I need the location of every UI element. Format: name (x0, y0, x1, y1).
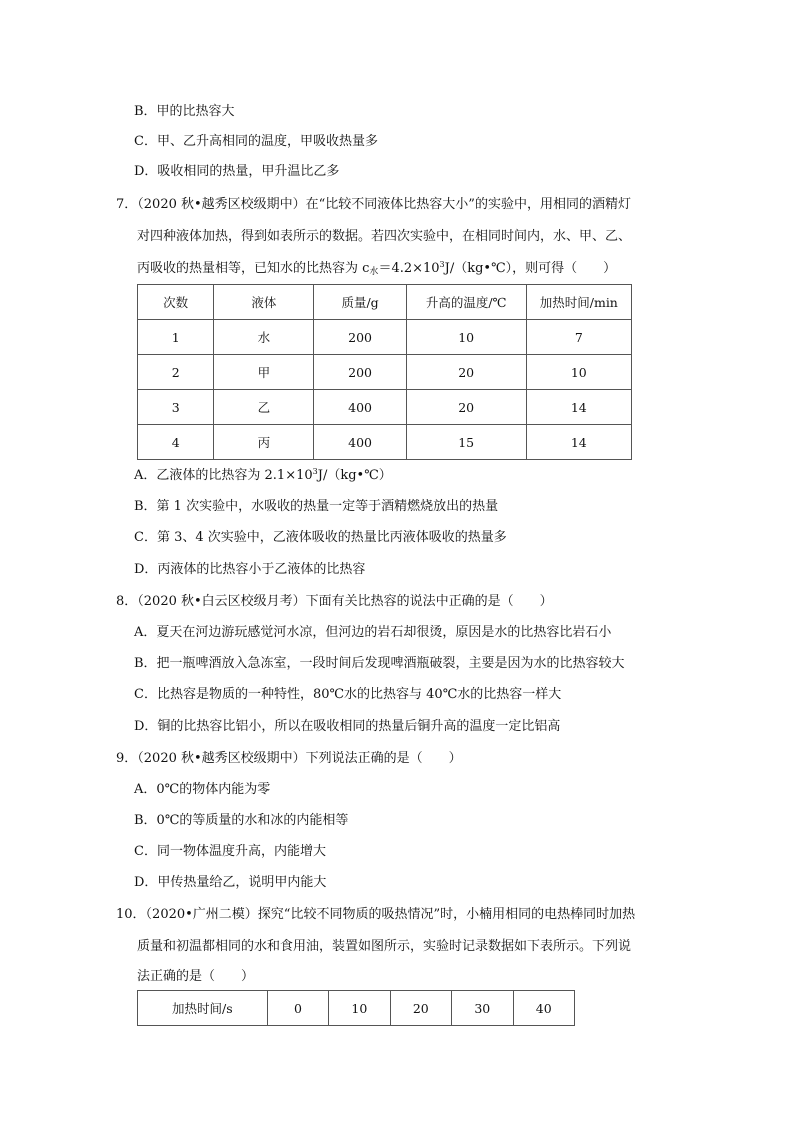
q6-option-b: B．甲的比热容大 (134, 104, 235, 119)
table-header-cell: 升高的温度/℃ (406, 285, 526, 320)
table-cell: 3 (138, 390, 214, 425)
q9-option-d: D．甲传热量给乙，说明甲内能大 (134, 875, 327, 890)
q7-stem-line3: 丙吸收的热量相等，已知水的比热容为 $c_水=4.2\times 10^3J/(kg•℃)$，则可得（ ） (137, 260, 617, 277)
q9-stem: 9．（2020 秋•越秀区校级期中）下列说法正确的是（ ） (116, 751, 462, 766)
table-row (138, 320, 632, 355)
table-cell: 丙 (214, 425, 314, 460)
q8-option-d: D．铜的比热容比铝小，所以在吸收相同的热量后铜升高的温度一定比铝高 (134, 719, 561, 734)
q10-stem-line2: 质量和初温都相同的水和食用油，装置如图所示，实验时记录数据如下表所示。下列说 (137, 939, 632, 954)
table-cell: 0 (267, 991, 328, 1026)
q10-stem-line3: 法正确的是（ ） (137, 969, 255, 984)
q7-stem-line1: 7．（2020 秋•越秀区校级期中）在“比较不同液体比热容大小”的实验中，用相同的酒精灯 (116, 197, 631, 212)
q7-option-d: D．丙液体的比热容小于乙液体的比热容 (134, 562, 366, 577)
table-row (138, 425, 632, 460)
table-cell: 14 (526, 390, 631, 425)
table-cell: 水 (214, 320, 314, 355)
table-cell: 10 (406, 320, 526, 355)
table-cell: 40 (513, 991, 574, 1026)
q8-option-a: A．夏天在河边游玩感觉河水凉，但河边的岩石却很烫，原因是水的比热容比岩石小 (134, 625, 612, 640)
table-cell: 20 (406, 355, 526, 390)
table-cell: 1 (138, 320, 214, 355)
q6-option-d: D．吸收相同的热量，甲升温比乙多 (134, 164, 340, 179)
q7-option-c: C．第 3、4 次实验中，乙液体吸收的热量比丙液体吸收的热量多 (134, 530, 507, 545)
table-cell: 200 (314, 320, 406, 355)
table-cell: 14 (526, 425, 631, 460)
table-cell: 7 (526, 320, 631, 355)
q7-option-b: B．第 1 次实验中，水吸收的热量一定等于酒精燃烧放出的热量 (134, 499, 499, 514)
table-cell: 20 (390, 991, 451, 1026)
q9-option-c: C．同一物体温度升高，内能增大 (134, 844, 326, 859)
table-header-cell: 次数 (138, 285, 214, 320)
q9-option-b: B．0℃的等质量的水和冰的内能相等 (134, 813, 349, 828)
q7-option-a: A．乙液体的比热容为 $2.1\times 10^3J/(kg•℃)$ (134, 467, 392, 483)
q10-data-table (137, 990, 575, 1026)
table-header-cell: 加热时间/s (138, 991, 268, 1026)
q10-stem-line1: 10．（2020•广州二模）探究“比较不同物质的吸热情况”时，小楠用相同的电热棒同时加热 (116, 907, 636, 922)
table-header-cell: 液体 (214, 285, 314, 320)
table-cell: 15 (406, 425, 526, 460)
table-header-cell: 加热时间/min (526, 285, 631, 320)
table-cell: 200 (314, 355, 406, 390)
q8-option-c: C．比热容是物质的一种特性，80℃水的比热容与 40℃水的比热容一样大 (134, 687, 562, 702)
table-header-cell: 质量/g (314, 285, 406, 320)
table-row (138, 390, 632, 425)
table-cell: 10 (329, 991, 390, 1026)
table-cell: 4 (138, 425, 214, 460)
table-row (138, 991, 575, 1026)
table-cell: 2 (138, 355, 214, 390)
table-cell: 400 (314, 390, 406, 425)
q7-stem-line2: 对四种液体加热，得到如表所示的数据。若四次实验中，在相同时间内，水、甲、乙、 (137, 229, 632, 244)
table-header-row (138, 285, 632, 320)
q8-option-b: B．把一瓶啤酒放入急冻室，一段时间后发现啤酒瓶破裂，主要是因为水的比热容较大 (134, 656, 625, 671)
table-row (138, 355, 632, 390)
table-cell: 30 (452, 991, 513, 1026)
table-cell: 400 (314, 425, 406, 460)
table-cell: 20 (406, 390, 526, 425)
table-cell: 乙 (214, 390, 314, 425)
q6-option-c: C．甲、乙升高相同的温度，甲吸收热量多 (134, 134, 378, 149)
table-cell: 10 (526, 355, 631, 390)
q9-option-a: A．0℃的物体内能为零 (134, 782, 271, 797)
table-cell: 甲 (214, 355, 314, 390)
q8-stem: 8．（2020 秋•白云区校级月考）下面有关比热容的说法中正确的是（ ） (116, 594, 553, 609)
q7-data-table (137, 284, 632, 460)
